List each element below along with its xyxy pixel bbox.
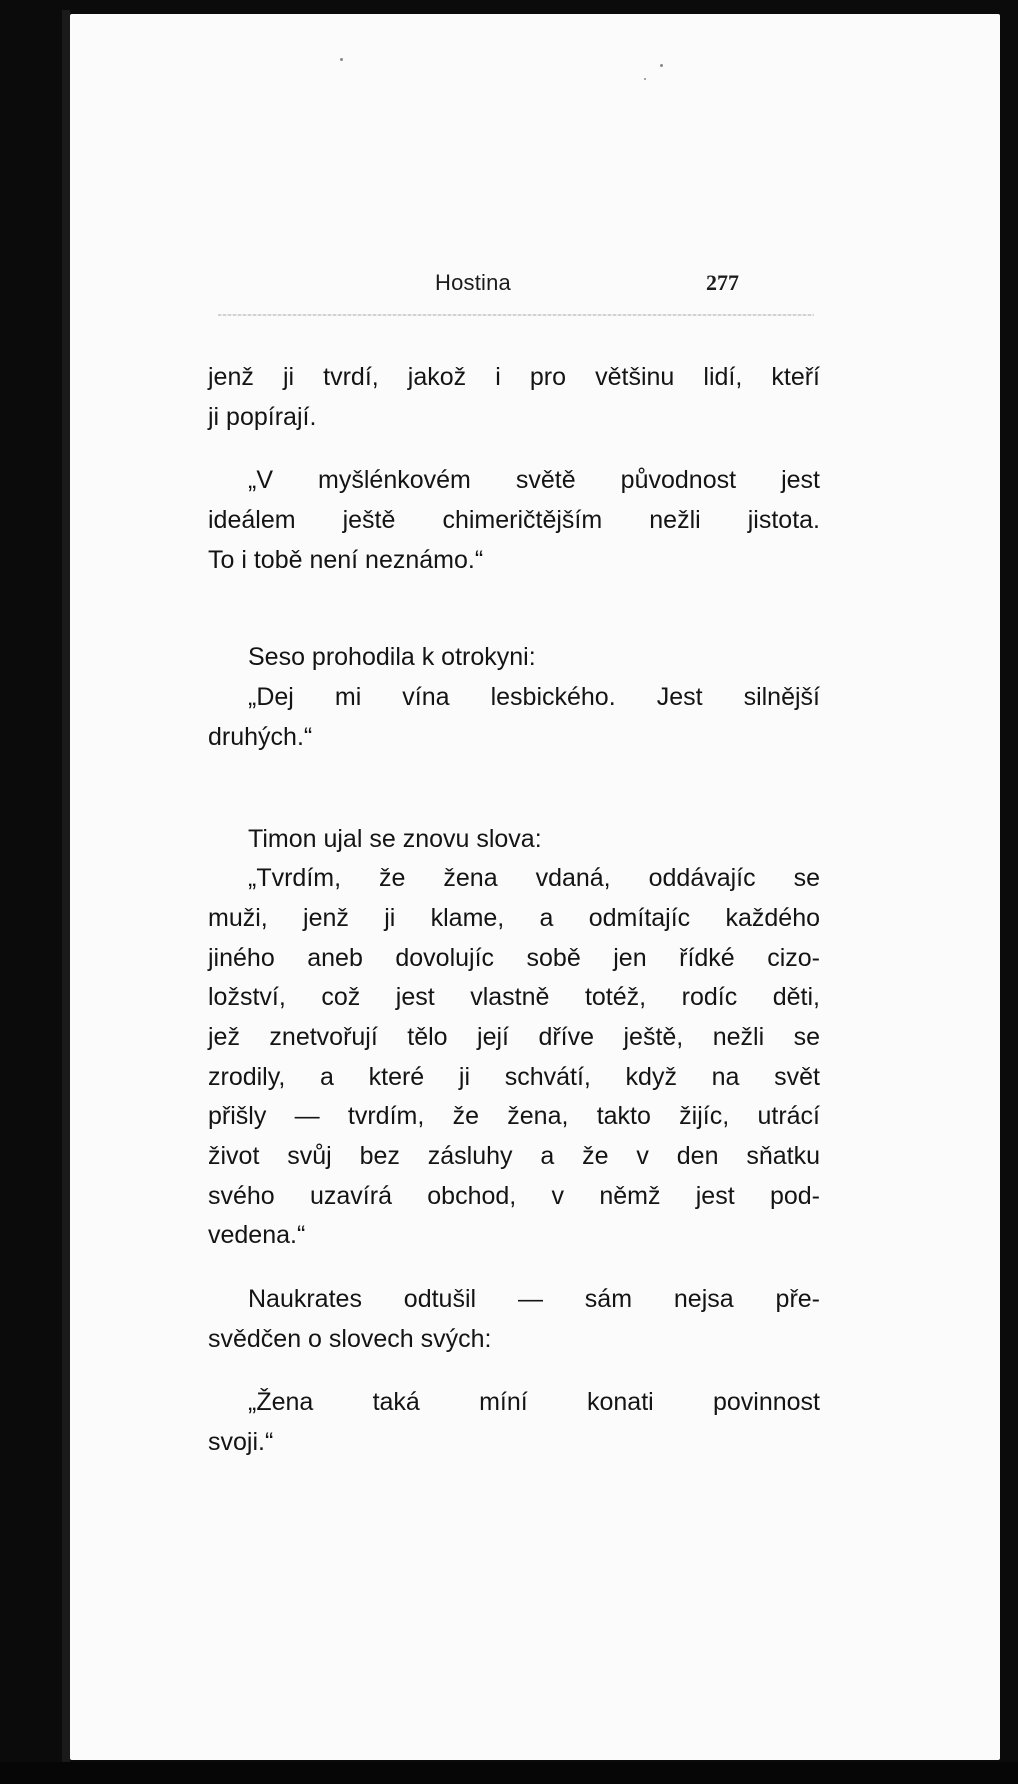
page-edge xyxy=(62,10,70,1762)
text-line: svého uzavírá obchod, v němž jest pod- xyxy=(208,1181,820,1210)
text-line: svědčen o slovech svých: xyxy=(208,1324,492,1353)
running-header xyxy=(70,270,1000,300)
text-line: jež znetvořují tělo její dříve ještě, nežli se xyxy=(208,1022,820,1051)
text-line: svoji.“ xyxy=(208,1428,274,1457)
dust-speck xyxy=(660,64,663,67)
text-line: ideálem ještě chimeričtějším nežli jistota. xyxy=(208,506,820,535)
paragraph xyxy=(208,638,820,678)
body-text xyxy=(208,358,820,1463)
text-line: „Žena taká míní konati povinnost xyxy=(248,1388,820,1417)
text-line: Timon ujal se znovu slova: xyxy=(248,824,542,853)
paragraph xyxy=(208,1280,820,1359)
page-number: 277 xyxy=(706,270,739,295)
text-line: „Dej mi vína lesbického. Jest silnější xyxy=(248,683,820,712)
paragraph xyxy=(208,461,820,580)
dust-speck xyxy=(644,78,646,80)
text-line: vedena.“ xyxy=(208,1221,306,1250)
text-line: „Tvrdím, že žena vdaná, oddávajíc se xyxy=(248,864,820,893)
dust-speck xyxy=(340,58,343,61)
text-line: ji popírají. xyxy=(208,402,317,431)
text-line: Naukrates odtušil — sám nejsa pře- xyxy=(248,1285,820,1314)
text-line: Seso prohodila k otrokyni: xyxy=(248,643,536,672)
paragraph xyxy=(208,859,820,1256)
text-line: To i tobě není neznámo.“ xyxy=(208,545,484,574)
text-line: jenž ji tvrdí, jakož i pro většinu lidí, kteří xyxy=(208,363,820,391)
paragraph xyxy=(208,1383,820,1462)
text-line: život svůj bez zásluhy a že v den sňatku xyxy=(208,1142,820,1170)
text-line: „V myšlénkovém světě původnost jest xyxy=(248,466,820,495)
text-line: druhých.“ xyxy=(208,722,313,751)
scan-bottom-edge xyxy=(0,1762,1018,1784)
header-rule xyxy=(218,314,814,316)
paragraph xyxy=(208,358,820,437)
text-line: ložství, což jest vlastně totéž, rodíc děti, xyxy=(208,983,820,1012)
paragraph xyxy=(208,820,820,860)
text-line: zrodily, a které ji schvátí, když na svět xyxy=(208,1062,820,1091)
book-page xyxy=(70,14,1000,1760)
text-line: jiného aneb dovolujíc sobě jen řídké cizo- xyxy=(208,943,820,972)
paragraph xyxy=(208,678,820,757)
running-title: Hostina xyxy=(435,270,511,295)
text-line: přišly — tvrdím, že žena, takto žijíc, utrácí xyxy=(208,1102,820,1131)
text-line: muži, jenž ji klame, a odmítajíc každého xyxy=(208,903,820,932)
